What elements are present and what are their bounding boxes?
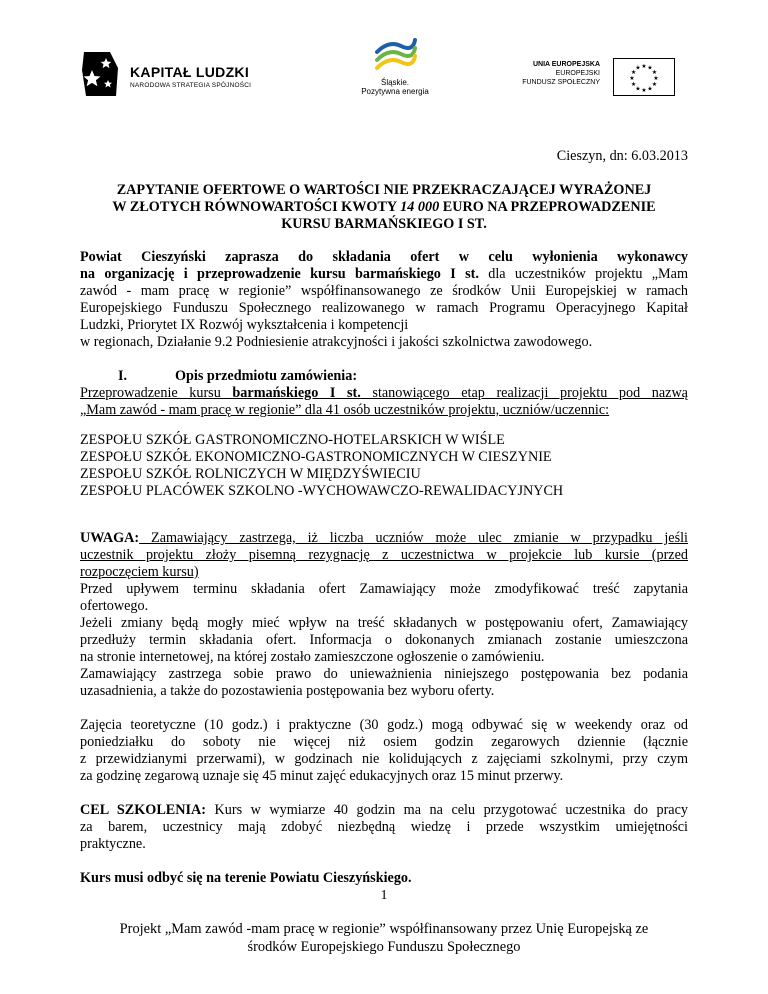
school-item-3: ZESPOŁU SZKÓŁ ROLNICZYCH W MIĘDZYŚWIECIU	[80, 466, 421, 482]
school-item-2: ZESPOŁU SZKÓŁ EKONOMICZNO-GASTRONOMICZNYCH W CIESZYNIE	[80, 449, 552, 465]
section-1-line-2: „Mam zawód - mam pracę w regionie” dla 41 osób uczestników projektu, uczniów/uczennic:	[80, 402, 610, 418]
title-line-1: ZAPYTANIE OFERTOWE O WARTOŚCI NIE PRZEKRACZAJĄCEJ WYRAŻONEJ	[116, 182, 652, 198]
uwaga-line-10: uzasadnienia, a także do pozostawienia postępowania bez wyboru oferty.	[80, 683, 495, 699]
kapital-ludzki-subtitle: NARODOWA STRATEGIA SPÓJNOŚCI	[130, 82, 252, 89]
uwaga-line-6: Jeżeli zmiany będą mogły mieć wpływ na treść składanych w postępowaniu ofert, Zamawiający	[80, 615, 688, 631]
kapital-ludzki-title: KAPITAŁ LUDZKI	[130, 64, 250, 80]
section-1-number: I.	[118, 368, 128, 384]
title-line-3: KURSU BARMAŃSKIEGO I ST.	[281, 216, 487, 232]
title-line-2b: EURO NA PRZEPROWADZENIE	[442, 199, 656, 215]
slaskie-subtitle: Pozytywna energia	[361, 87, 429, 96]
svg-text:★: ★	[647, 85, 653, 93]
uwaga-line-8: na stronie internetowej, na której zostało zamieszczone ogłoszenie o zamówieniu.	[80, 649, 545, 665]
document-date: Cieszyn, dn: 6.03.2013	[556, 148, 688, 164]
footer-line-1: Projekt „Mam zawód -mam pracę w regionie” współfinansowany przez Unię Europejską ze	[119, 921, 649, 937]
eu-line-2: EUROPEJSKI	[555, 70, 600, 77]
zajecia-line-3: z przewidzianymi przerwami), w godzinach nie kolidujących z zajęciami szkolnymi, przy czym	[80, 751, 688, 767]
intro-line-5: Ludzki, Priorytet IX Rozwój wykształcenia i kompetencji	[80, 317, 409, 333]
cel-line-3: praktyczne.	[80, 836, 146, 852]
kurs-location-note: Kurs musi odbyć się na terenie Powiatu Cieszyńskiego.	[80, 870, 412, 886]
uwaga-line-1	[80, 530, 688, 547]
uwaga-line-7: przedłuży termin składania ofert. Informacja o dokonanych zmianach zostanie umieszczona	[80, 632, 688, 648]
slaskie-waves-icon	[371, 36, 419, 76]
slaskie-title: Śląskie.	[380, 78, 409, 87]
svg-text:★: ★	[630, 69, 637, 76]
svg-text:★: ★	[647, 64, 653, 72]
uwaga-label: UWAGA:	[80, 530, 140, 546]
intro-line-2-bold: na organizację i przeprowadzenie kursu barmańskiego I st.	[80, 266, 479, 282]
kapital-ludzki-logo	[80, 50, 270, 100]
zajecia-line-1: Zajęcia teoretyczne (10 godz.) i praktyczne (30 godz.) mogą odbywać się w weekendy oraz od	[80, 717, 688, 733]
cel-line-2: za barem, uczestnicy mają zdobyć niezbędną wiedzę i przede wszystkim umiejętności	[80, 819, 688, 835]
uwaga-line-4: Przed upływem terminu składania ofert Zamawiający może zmodyfikować treść zapytania	[80, 581, 688, 597]
svg-text:★: ★	[630, 81, 637, 88]
title-line-2	[80, 199, 688, 216]
svg-text:★: ★	[635, 64, 641, 72]
kapital-ludzki-mark-icon	[80, 50, 120, 98]
zajecia-line-4: za godzinę zegarową uznaje się 45 minut zajęć edukacyjnych oraz 15 minut przerwy.	[80, 768, 564, 784]
svg-text:★: ★	[651, 69, 658, 76]
cel-line-1	[80, 802, 688, 819]
section-1-line-1-bold: barmańskiego I st.	[232, 385, 361, 401]
intro-line-2-rest: dla uczestników projektu „Mam	[478, 266, 689, 282]
section-1-heading: Opis przedmiotu zamówienia:	[175, 368, 358, 384]
page-number: 1	[380, 888, 388, 903]
section-1-line-1	[80, 385, 688, 402]
intro-line-4: Europejskiego Funduszu Społecznego realizowanego w ramach Programu Operacyjnego Kapitał	[80, 300, 688, 316]
section-1-line-1c: stanowiącego etap realizacji projektu pod nazwą	[360, 385, 688, 401]
uwaga-line-9: Zamawiający zastrzega sobie prawo do unieważnienia niniejszego postępowania bez podania	[80, 666, 688, 682]
uwaga-line-2: uczestnik projektu złoży pisemną rezygnację z uczestnictwa w projekcie lub kursie (przed	[80, 547, 688, 563]
section-1-line-1a: Przeprowadzenie kursu	[80, 385, 233, 401]
eu-line-1: UNIA EUROPEJSKA	[532, 61, 600, 68]
school-item-4: ZESPOŁU PLACÓWEK SZKOLNO -WYCHOWAWCZO-REWALIDACYJNYCH	[80, 483, 564, 499]
eu-logo-text	[520, 60, 600, 87]
svg-text:★: ★	[653, 75, 659, 82]
eu-flag-icon	[613, 58, 675, 96]
intro-line-1: Powiat Cieszyński zaprasza do składania ofert w celu wyłonienia wykonawcy	[80, 249, 688, 265]
slaskie-logo	[355, 36, 435, 106]
svg-text:★: ★	[641, 87, 647, 94]
intro-line-6: w regionach, Działanie 9.2 Podniesienie atrakcyjności i jakości szkolnictwa zawodowego.	[80, 334, 593, 350]
cel-line-1-text: Kurs w wymiarze 40 godzin ma na celu przygotować uczestnika do pracy	[206, 802, 688, 818]
intro-line-2	[80, 266, 688, 283]
svg-text:★: ★	[641, 63, 647, 70]
uwaga-line-3: rozpoczęciem kursu)	[80, 564, 199, 580]
uwaga-line-5: ofertowego.	[80, 598, 149, 614]
svg-text:★: ★	[635, 85, 641, 93]
footer-line-2: środków Europejskiego Funduszu Społecznego	[247, 939, 521, 955]
zajecia-line-2: poniedziałku do soboty nie więcej niż osiem godzin zegarowych dziennie (łącznie	[80, 734, 688, 750]
title-amount: 14 000	[400, 199, 440, 215]
title-line-2a: W ZŁOTYCH RÓWNOWARTOŚCI KWOTY	[112, 199, 397, 215]
cel-label: CEL SZKOLENIA:	[80, 802, 206, 818]
school-item-1: ZESPOŁU SZKÓŁ GASTRONOMICZNO-HOTELARSKICH W WIŚLE	[80, 432, 505, 448]
uwaga-line-1-text: Zamawiający zastrzega, iż liczba uczniów może ulec zmianie w przypadku jeśli	[139, 530, 688, 546]
eu-logo	[520, 58, 700, 98]
intro-line-3: zawód - mam pracę w regionie” współfinansowanego ze środków Unii Europejskiej w ramach	[80, 283, 688, 299]
svg-text:★: ★	[629, 75, 635, 82]
eu-line-3: FUNDUSZ SPOŁECZNY	[522, 79, 600, 86]
svg-text:★: ★	[651, 81, 658, 88]
